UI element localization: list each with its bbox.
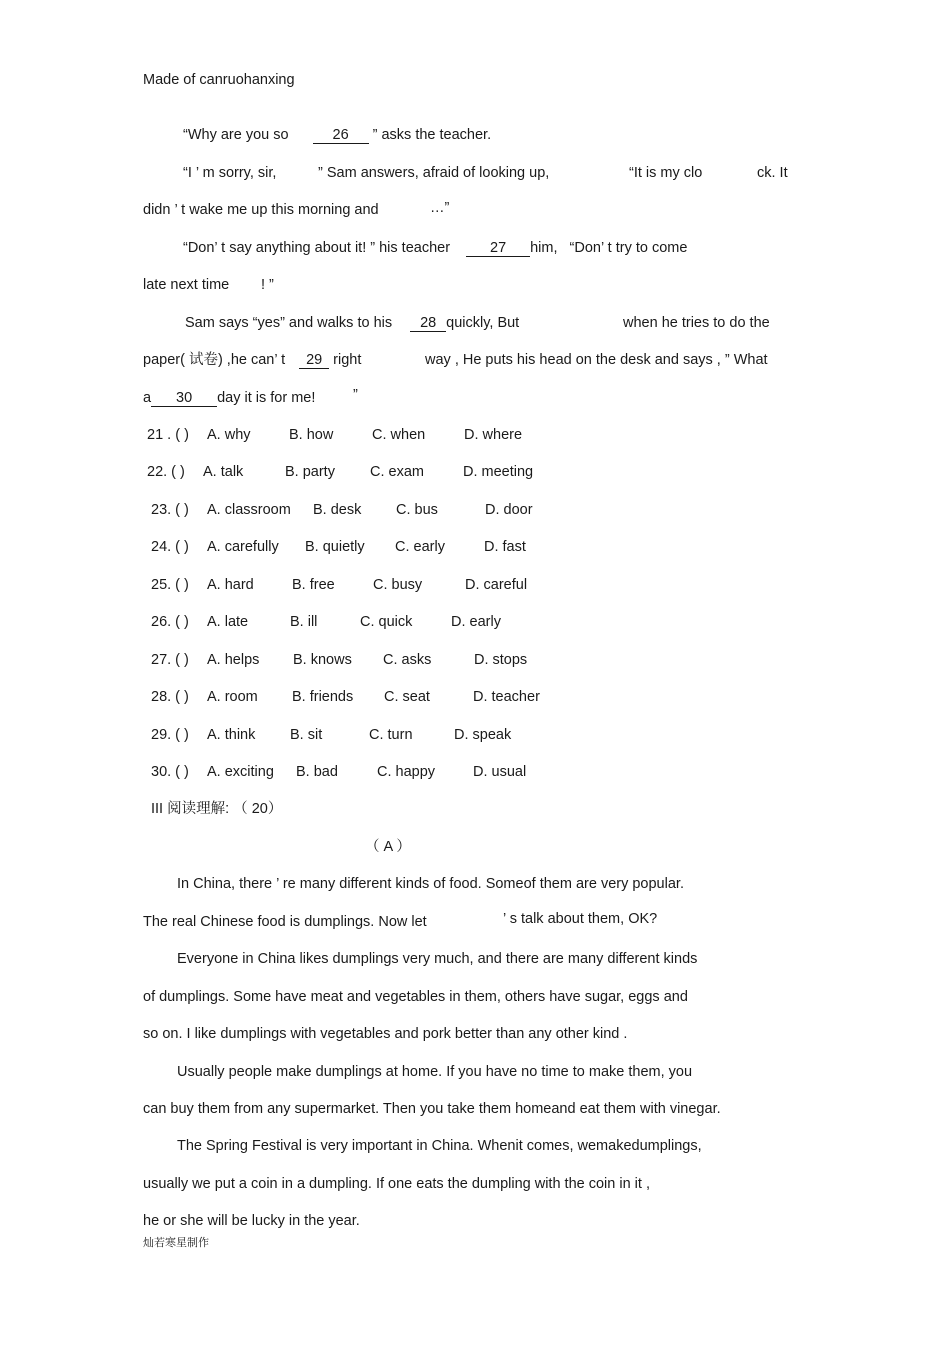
reading-line-2b: ’ s talk about them, OK? (503, 911, 658, 927)
option-d[interactable]: D. stops (474, 652, 528, 668)
option-d[interactable]: D. meeting (463, 464, 534, 480)
option-c[interactable]: C. busy (373, 577, 423, 593)
reading-line-7: can buy them from any supermarket. Then you take them homeand eat them with vinegar. (143, 1101, 721, 1117)
option-a[interactable]: A. think (207, 727, 256, 743)
option-d[interactable]: D. usual (473, 764, 527, 780)
passage-line-3: didn ’ t wake me up this morning and (143, 202, 379, 218)
option-b[interactable]: B. sit (290, 727, 323, 743)
passage-line-2: “I ’ m sorry, sir, (183, 165, 277, 181)
passage-line-8c: ” (353, 387, 358, 403)
option-d[interactable]: D. speak (454, 727, 512, 743)
blank-26[interactable]: 26 (313, 127, 369, 144)
option-b[interactable]: B. friends (292, 689, 354, 705)
passage-line-7: paper( 试卷) ,he can’ t 29 right (143, 352, 362, 368)
option-b[interactable]: B. ill (290, 614, 318, 630)
reading-line-4: of dumplings. Some have meat and vegetables in them, others have sugar, eggs and (143, 989, 688, 1005)
passage-line-1: “Why are you so 26 ” asks the teacher. (183, 127, 492, 143)
passage-line-6c: when he tries to do the (623, 315, 770, 331)
reading-line-10: he or she will be lucky in the year. (143, 1213, 360, 1229)
blank-30[interactable]: 30 (151, 390, 217, 407)
blank-28[interactable]: 28 (410, 315, 446, 332)
option-c[interactable]: C. early (395, 539, 445, 555)
option-b[interactable]: B. bad (296, 764, 338, 780)
reading-line-2: The real Chinese food is dumplings. Now let (143, 914, 427, 930)
option-d[interactable]: D. where (464, 427, 523, 443)
page-footer: 灿若寒星制作 (143, 1236, 209, 1249)
option-c[interactable]: C. exam (370, 464, 424, 480)
passage-line-7c: way , He puts his head on the desk and says , ” What (425, 352, 768, 368)
reading-line-6: Usually people make dumplings at home. If you have no time to make them, you (177, 1064, 693, 1080)
option-c[interactable]: C. bus (396, 502, 438, 518)
page-header: Made of canruohanxing (143, 72, 295, 88)
option-a[interactable]: A. why (207, 427, 251, 443)
option-d[interactable]: D. fast (484, 539, 526, 555)
passage-line-5b: ! ” (261, 277, 274, 293)
passage-line-8: a 30 day it is for me! (143, 390, 316, 406)
option-a[interactable]: A. classroom (207, 502, 291, 518)
option-c[interactable]: C. asks (383, 652, 432, 668)
reading-line-5: so on. I like dumplings with vegetables and pork better than any other kind . (143, 1026, 628, 1042)
option-b[interactable]: B. party (285, 464, 335, 480)
option-a[interactable]: A. late (207, 614, 249, 630)
option-a[interactable]: A. carefully (207, 539, 279, 555)
option-d[interactable]: D. early (451, 614, 501, 630)
option-a[interactable]: A. room (207, 689, 258, 705)
passage-line-5: late next time (143, 277, 230, 293)
option-c[interactable]: C. seat (384, 689, 430, 705)
option-b[interactable]: B. how (289, 427, 334, 443)
blank-27[interactable]: 27 (466, 240, 530, 257)
reading-line-3: Everyone in China likes dumplings very much, and there are many different kinds (177, 951, 698, 967)
option-c[interactable]: C. turn (369, 727, 413, 743)
option-c[interactable]: C. happy (377, 764, 436, 780)
option-b[interactable]: B. knows (293, 652, 352, 668)
reading-line-8: The Spring Festival is very important in China. Whenit comes, wemakedumplings, (177, 1138, 702, 1154)
section-heading: III 阅读理解: （ 20） (151, 801, 283, 817)
passage-line-6: Sam says “yes” and walks to his 28 quickly, But (185, 315, 520, 331)
section-subheading: （ A ） (365, 839, 411, 855)
option-b[interactable]: B. quietly (305, 539, 365, 555)
reading-line-1: In China, there ’ re many different kinds of food. Someof them are very popular. (177, 876, 684, 892)
blank-29[interactable]: 29 (299, 352, 329, 369)
option-a[interactable]: A. helps (207, 652, 260, 668)
passage-line-4: “Don’ t say anything about it! ” his teacher 27 him, “Don’ t try to come (183, 240, 688, 256)
passage-line-3b: …” (430, 200, 450, 216)
option-d[interactable]: D. door (485, 502, 533, 518)
option-a[interactable]: A. hard (207, 577, 254, 593)
option-a[interactable]: A. talk (203, 464, 244, 480)
option-b[interactable]: B. desk (313, 502, 362, 518)
option-b[interactable]: B. free (292, 577, 335, 593)
option-c[interactable]: C. quick (360, 614, 413, 630)
reading-line-9: usually we put a coin in a dumpling. If one eats the dumpling with the coin in it , (143, 1176, 650, 1192)
option-d[interactable]: D. teacher (473, 689, 540, 705)
option-c[interactable]: C. when (372, 427, 426, 443)
passage-line-2d: ck. It (757, 165, 788, 181)
passage-line-2b: ” Sam answers, afraid of looking up, (318, 165, 550, 181)
option-a[interactable]: A. exciting (207, 764, 274, 780)
passage-line-2c: “It is my clo (629, 165, 703, 181)
option-d[interactable]: D. careful (465, 577, 528, 593)
